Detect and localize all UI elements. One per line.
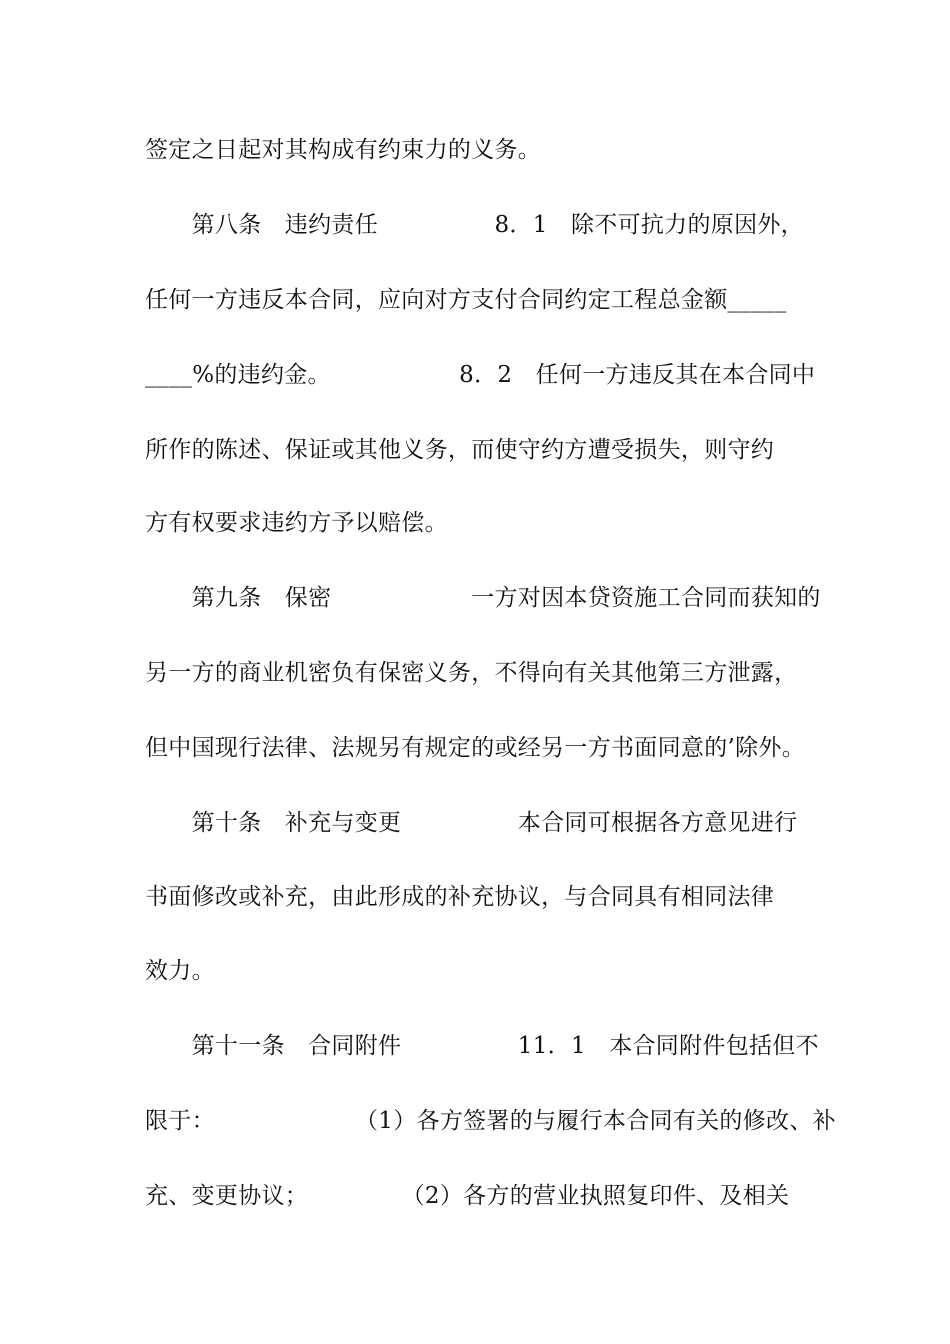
text-line-11: 书面修改或补充，由此形成的补充协议，与合同具有相同法律 (145, 884, 775, 910)
text-line-4: ____%的违约金。 8．2 任何一方违反其在本合同中 (145, 362, 816, 388)
text-line-3: 任何一方违反本合同，应向对方支付合同约定工程总金额_____ (145, 287, 787, 313)
text-line-15: 充、变更协议； （2）各方的营业执照复印件、及相关 (145, 1183, 790, 1209)
text-line-13-article-11-heading: 第十一条 合同附件 11．1 本合同附件包括但不 (145, 1033, 819, 1059)
text-line-9: 但中国现行法律、法规另有规定的或经另一方书面同意的’除外。 (145, 735, 806, 761)
text-line-10-article-10-heading: 第十条 补充与变更 本合同可根据各方意见进行 (145, 810, 798, 836)
text-line-1: 签定之日起对其构成有约束力的义务。 (145, 137, 542, 163)
text-line-14: 限于： （1）各方签署的与履行本合同有关的修改、补 (145, 1108, 836, 1134)
text-line-7-article-9-heading: 第九条 保密 一方对因本贷资施工合同而获知的 (145, 585, 821, 611)
text-line-12: 效力。 (145, 958, 215, 984)
text-line-2-article-8-heading: 第八条 违约责任 8．1 除不可抗力的原因外， (145, 212, 804, 238)
text-line-5: 所作的陈述、保证或其他义务，而使守约方遭受损失，则守约 (145, 437, 775, 463)
text-line-6: 方有权要求违约方予以赔偿。 (145, 510, 448, 536)
text-line-8: 另一方的商业机密负有保密义务，不得向有关其他第三方泄露， (145, 660, 798, 686)
